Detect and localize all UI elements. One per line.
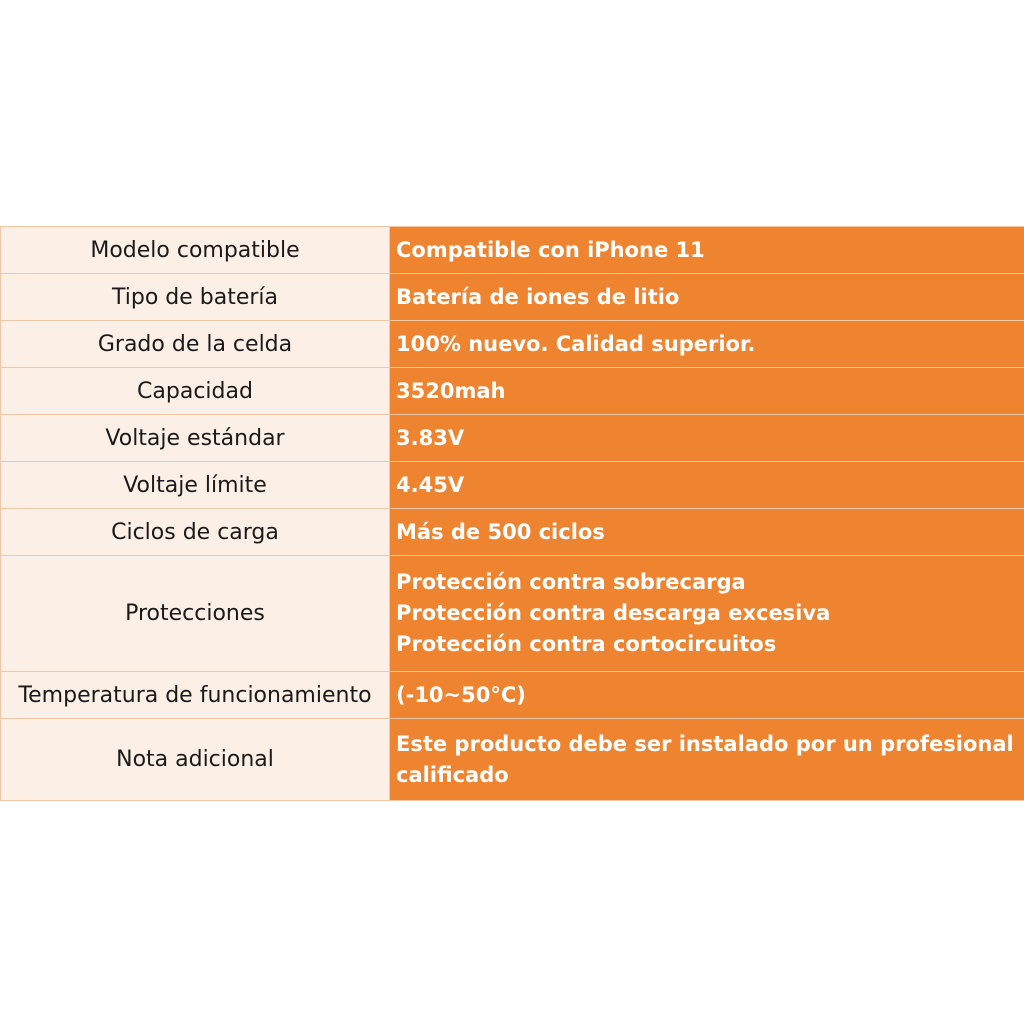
spec-value <box>390 368 1024 415</box>
spec-value <box>390 672 1024 719</box>
spec-value <box>390 227 1024 274</box>
spec-value-line: Protección contra descarga excesiva <box>396 601 831 625</box>
spec-row-charge-cycles <box>1 509 1024 556</box>
spec-value-line: 100% nuevo. Calidad superior. <box>396 331 756 356</box>
spec-label: Voltaje límite <box>1 462 390 509</box>
spec-row-compatible-model <box>1 227 1024 274</box>
spec-value-line: 3520mah <box>396 378 506 403</box>
spec-value-line: 3.83V <box>396 425 465 450</box>
spec-value-line: Más de 500 ciclos <box>396 519 605 544</box>
spec-value-line: Batería de iones de litio <box>396 284 680 309</box>
spec-value-line: 4.45V <box>396 472 465 497</box>
spec-value <box>390 719 1024 801</box>
spec-row-standard-voltage <box>1 415 1024 462</box>
spec-label: Voltaje estándar <box>1 415 390 462</box>
spec-value <box>390 462 1024 509</box>
spec-value-line: (-10~50°C) <box>396 682 526 707</box>
spec-row-battery-type <box>1 274 1024 321</box>
spec-value-line: Este producto debe ser instalado por un profesional <box>396 731 1014 756</box>
spec-value <box>390 415 1024 462</box>
spec-value-line: calificado <box>396 762 509 787</box>
spec-row-limit-voltage <box>1 462 1024 509</box>
spec-value-line: Compatible con iPhone 11 <box>396 237 705 262</box>
spec-value-line: Protección contra sobrecarga <box>396 570 746 594</box>
spec-label: Modelo compatible <box>1 227 390 274</box>
spec-row-protections <box>1 556 1024 672</box>
spec-value <box>390 509 1024 556</box>
spec-value <box>390 556 1024 672</box>
spec-value <box>390 321 1024 368</box>
spec-label: Tipo de batería <box>1 274 390 321</box>
spec-label: Ciclos de carga <box>1 509 390 556</box>
spec-label: Protecciones <box>1 556 390 672</box>
spec-value <box>390 274 1024 321</box>
spec-row-capacity <box>1 368 1024 415</box>
spec-row-cell-grade <box>1 321 1024 368</box>
spec-row-operating-temperature <box>1 672 1024 719</box>
spec-label: Nota adicional <box>1 719 390 801</box>
battery-spec-table <box>0 226 1024 801</box>
spec-label: Grado de la celda <box>1 321 390 368</box>
spec-label: Capacidad <box>1 368 390 415</box>
spec-label: Temperatura de funcionamiento <box>1 672 390 719</box>
spec-value-line: Protección contra cortocircuitos <box>396 632 777 656</box>
spec-row-additional-note <box>1 719 1024 801</box>
